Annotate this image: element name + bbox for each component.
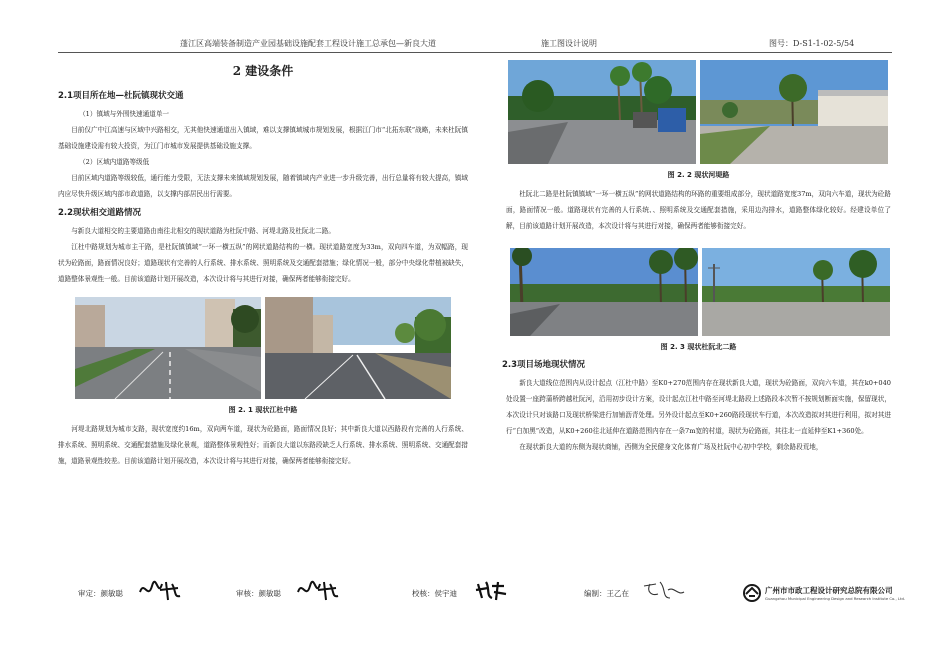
left-column xyxy=(58,58,468,469)
hedi-road-photo-2 xyxy=(700,60,888,164)
figure-2-3-caption: 图 2. 3 现状杜阮北二路 xyxy=(660,343,737,351)
section-2-1-title: 2.1项目所在地—杜阮镇现状交通 xyxy=(58,91,184,101)
jiangdu-road-text: 江杜中路规划为城市主干路，是杜阮镇镇域“一环一横五纵”的网状道路结构的一横。现状道路宽度为33m，双向四车道，为双幅路，现状为砼路面，路面情况良好；道路现状有完善的人行系统、排水系统、照明系统及交通配套措施；绿化情况一般，部分中央绿化带植被缺失，道路整体景观性一般。目前该道路计划开展改造，本次设计将与其进行对接，确保两者能够衔接完好。 xyxy=(58,243,468,283)
header-drawing-number: 图号：D-S1-1-02-5/54 xyxy=(769,39,855,48)
section-2-3-title: 2.3项目场地现状情况 xyxy=(502,360,586,370)
header-doc-type: 施工图设计说明 xyxy=(541,39,597,48)
duruan-north-road-photo-1 xyxy=(510,248,698,336)
company-name: 广州市市政工程设计研究总院有限公司 xyxy=(765,586,893,595)
hedi-road-text: 河堤北路规划为城市支路，现状宽度约16m，双向两车道，现状为砼路面，路面情况良好；其中新良大道以西路段有完善的人行系统、排水系统、照明系统、交通配套措施及绿化景观，道路整体景观性好；而新良大道以东路段缺乏人行系统、排水系统、照明系统、交通配套措施，道路景观性较差。目前该道路计划开展改造，本次设计将与其进行对接，确保两者能够衔接完好。 xyxy=(58,425,468,465)
company-name-en: Guangzhou Municipal Engineering Design and Research Institute Co., Ltd. xyxy=(765,596,906,601)
compile-signature-icon xyxy=(642,578,686,604)
item1-title: （1）镇域与外围快速通道单一 xyxy=(79,110,170,118)
section-2-2-title: 2.2现状相交道路情况 xyxy=(58,208,142,218)
signature-footer xyxy=(0,578,950,608)
jiangdu-road-photo-1 xyxy=(75,297,261,399)
duruan-north-road-photo-2 xyxy=(702,248,890,336)
figure-2-2-photos xyxy=(508,60,891,164)
site-surroundings-text: 在现状新良大道的东侧为现状商铺，西侧为全民健身文化体育广场及杜阮中心初中学校，剩余路段荒地， xyxy=(519,443,823,451)
proof-label: 校核：侯宇迪 xyxy=(412,589,457,598)
header-rule xyxy=(58,52,892,53)
company-logo xyxy=(742,584,905,602)
item2-title: （2）区域内道路等级低 xyxy=(79,158,150,166)
check-signature-icon xyxy=(296,578,340,602)
compile-label: 编制：王乙在 xyxy=(584,589,629,598)
check-label: 审核：颜敏聪 xyxy=(236,589,281,598)
figure-2-2-caption: 图 2. 2 现状河堤路 xyxy=(667,171,730,179)
company-logo-icon xyxy=(742,584,762,602)
chapter-title: 2 建设条件 xyxy=(232,64,294,78)
figure-2-1-caption: 图 2. 1 现状江杜中路 xyxy=(228,406,298,414)
figure-2-1-photos xyxy=(75,297,468,399)
proof-signature-icon xyxy=(474,578,508,602)
hedi-road-photo-1 xyxy=(508,60,696,164)
figure-2-3-photos xyxy=(510,248,891,336)
item2-text: 目前区域内道路等级较低，通行能力受限，无法支撑未来镇域规划发展，随着镇域内产业进一步升级完善，出行总量将有较大提高，镇域内应尽快升级区域内部市政道路，以支撑内部居民出行需要。 xyxy=(58,174,468,198)
sec-2-2-intro: 与新良大道相交的主要道路由南往北相交的现状道路为杜阮中路、河堤北路及杜阮北二路。 xyxy=(71,227,335,235)
jiangdu-road-photo-2 xyxy=(265,297,451,399)
header-project: 蓬江区高端装备制造产业园基础设施配套工程设计施工总承包—新良大道 xyxy=(180,39,436,48)
item1-text: 目前仅广中江高速与区域中兴路相交，无其他快速通道出入镇域，难以支撑镇域城市规划发展，根据江门市“北拓东联”战略，未来杜阮镇基础设施建设需有较大投资，为江门市城市发展提供基础设施支撑。 xyxy=(58,126,468,150)
right-column xyxy=(502,60,891,455)
site-status-text: 新良大道线位范围内从设计起点（江杜中路）至K0+270范围内存在现状新良大道，现状为砼路面，双向六车道，其在k0+040处设置一座跨蒲桥跨越杜阮河，沿用初步设计方案，设计起点江杜中路至河堤北路段上述路段本次暂不按规划断面实施，保留现状，本次设计只对该路口及现状桥梁进行加铺沥青处理。另外设计起点至K0+260路段现状车行道，本次改造拟对其进行利用，拟对其进行“白加黑”改造，从K0+260往北延伸在道路范围内存在一条7m宽的村道，现状为砼路面，其往北一直延伸至K1+360处。 xyxy=(506,379,891,435)
review-label: 审定：颜敏聪 xyxy=(78,589,123,598)
review-signature-icon xyxy=(138,578,182,602)
duruan-north-road-text: 杜阮北二路是杜阮镇镇域“一环一横五纵”的网状道路结构的环路的重要组成部分，现状道路宽度37m，双向六车道，现状为砼路面，路面情况一般。道路现状有完善的人行系统、、照明系统及交通配套措施，采用边沟排水，道路整体绿化较好。经建设单位了解，目前该道路计划开展改造，本次设计将与其进行对接，确保两者能够衔接完好。 xyxy=(506,190,891,230)
